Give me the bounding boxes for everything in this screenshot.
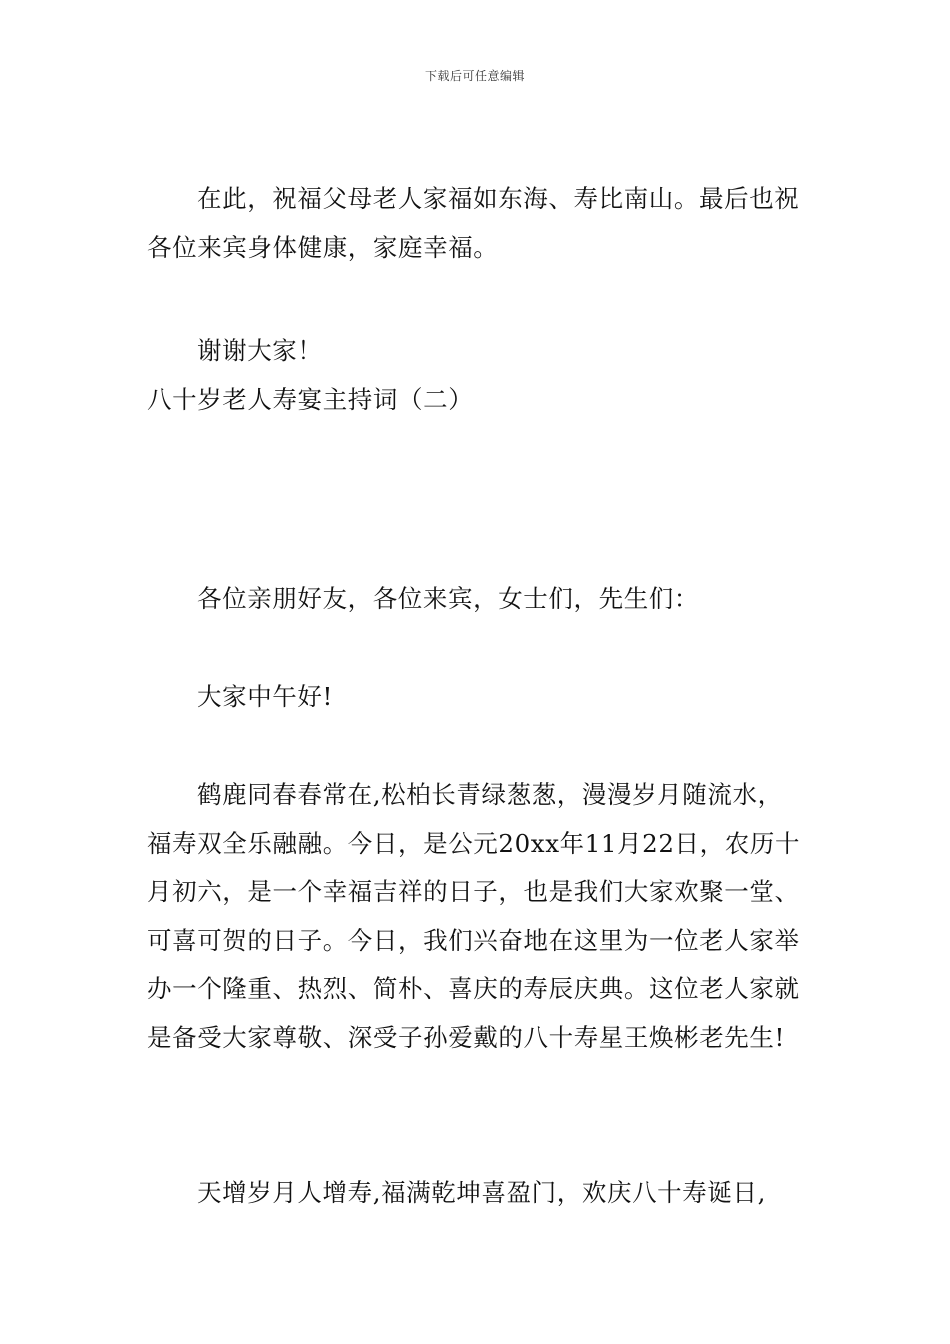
paragraph-greeting bbox=[147, 575, 807, 624]
paragraph-text: 鹤鹿同春春常在,松柏长青绿葱葱，漫漫岁月随流水，福寿双全乐融融。今日，是公元20xx年11月22日，农历十月初六，是一个幸福吉祥的日子，也是我们大家欢聚一堂、可喜可贺的日子。今日，我们兴奋地在这里为一位老人家举办一个隆重、热烈、简朴、喜庆的寿辰庆典。这位老人家就是备受大家尊敬、深受子孙爱戴的八十寿星王焕彬老先生! bbox=[147, 780, 801, 1052]
paragraph-text: 在此，祝福父母老人家福如东海、寿比南山。最后也祝各位来宾身体健康，家庭幸福。 bbox=[147, 184, 800, 262]
paragraph-text: 大家中午好! bbox=[197, 682, 333, 711]
paragraph-text: 各位亲朋好友，各位来宾，女士们，先生们： bbox=[197, 584, 699, 613]
paragraph-celebration bbox=[147, 1169, 807, 1218]
paragraph-text: 谢谢大家！ bbox=[197, 336, 323, 365]
paragraph-thanks bbox=[147, 327, 807, 376]
paragraph-good-noon bbox=[147, 673, 807, 722]
paragraph-text: 天增岁月人增寿,福满乾坤喜盈门，欢庆八十寿诞日, bbox=[197, 1178, 766, 1207]
page-header-note: 下载后可任意编辑 bbox=[424, 69, 525, 83]
paragraph-blessing bbox=[147, 175, 807, 272]
paragraph-introduction bbox=[147, 771, 807, 1062]
section-title: 八十岁老人寿宴主持词（二） bbox=[147, 385, 474, 414]
